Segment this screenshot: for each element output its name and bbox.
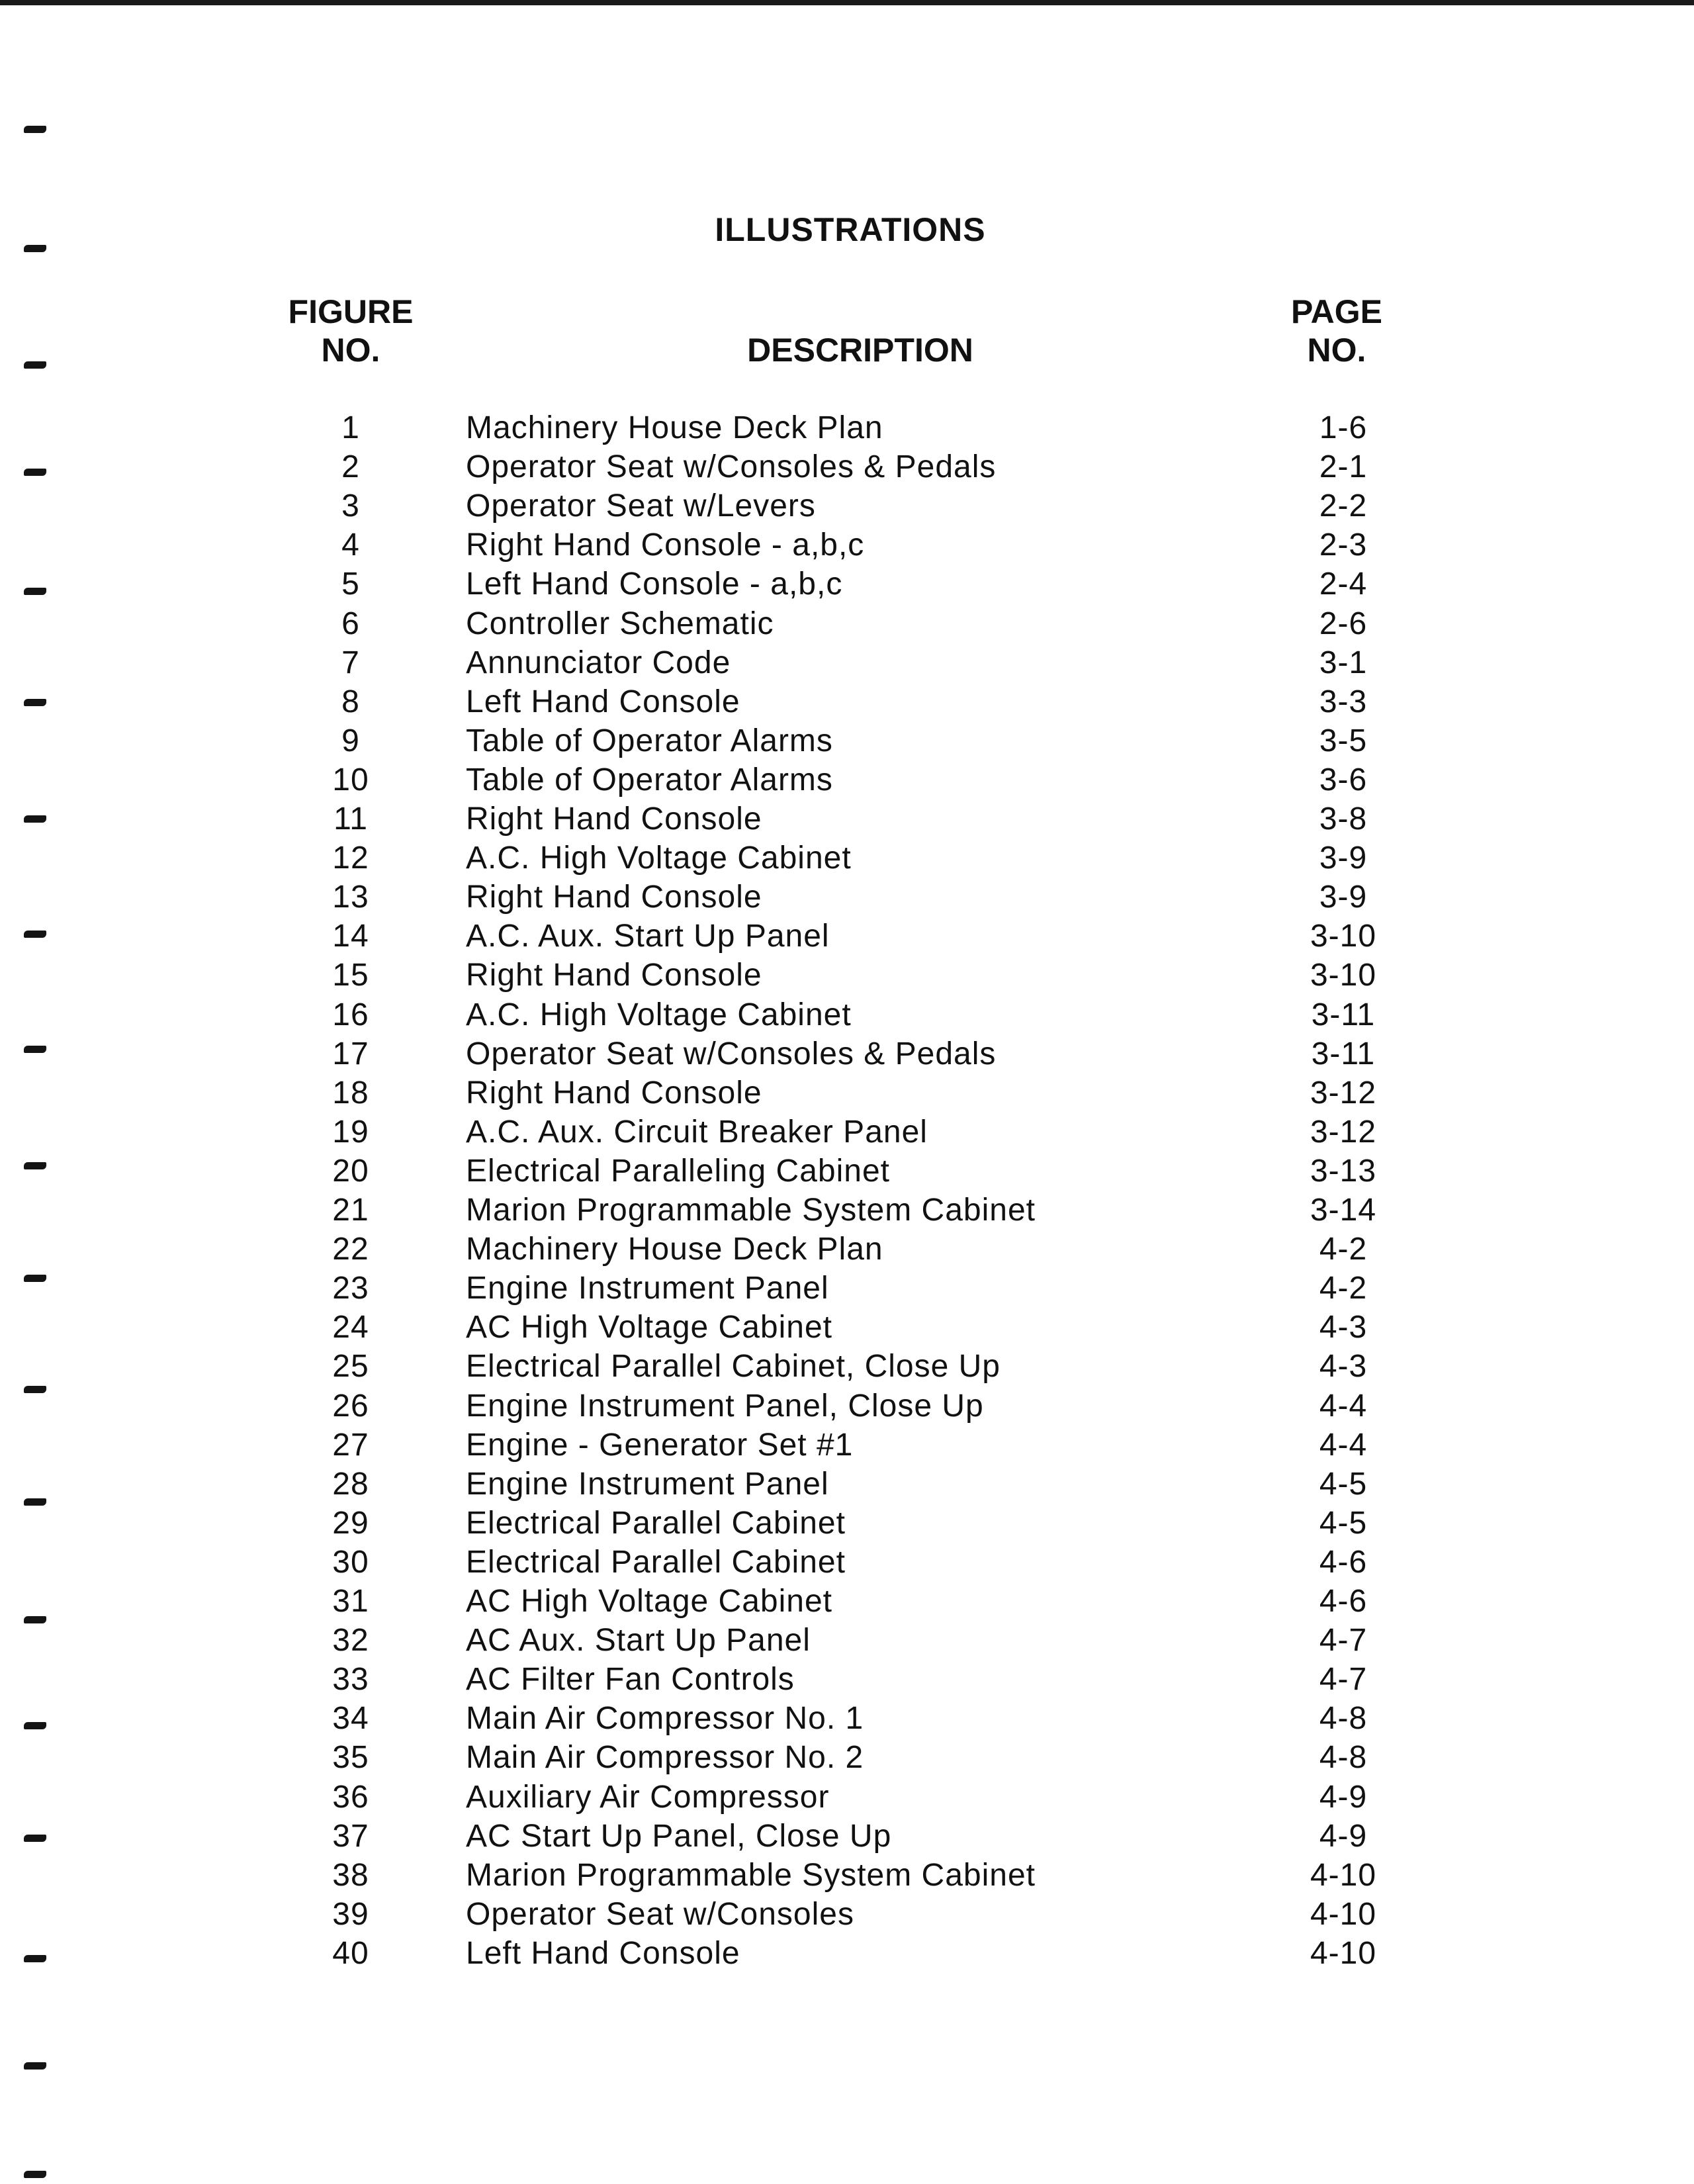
page-number: 4-6 (1319, 1544, 1368, 1580)
figure-header-line1: FIGURE (288, 293, 414, 330)
figure-description: Operator Seat w/Consoles (466, 1896, 854, 1932)
page-number: 4-5 (1319, 1505, 1368, 1541)
page-number: 4-10 (1310, 1896, 1377, 1932)
figure-description: Electrical Paralleling Cabinet (466, 1153, 890, 1189)
figure-number: 34 (332, 1701, 369, 1737)
page-number: 3-10 (1310, 958, 1377, 993)
figure-number: 14 (332, 919, 369, 954)
figure-description: AC Start Up Panel, Close Up (466, 1818, 892, 1854)
figure-description: Machinery House Deck Plan (466, 1232, 883, 1267)
figure-number: 30 (332, 1544, 369, 1580)
figure-description: AC Filter Fan Controls (466, 1662, 795, 1698)
figure-number: 26 (332, 1388, 369, 1424)
figure-description: AC Aux. Start Up Panel (466, 1623, 811, 1659)
page-title: ILLUSTRATIONS (715, 211, 986, 248)
page-number: 3-5 (1319, 723, 1368, 758)
list-item (0, 1113, 1694, 1152)
figure-number: 4 (341, 527, 360, 563)
list-item (0, 800, 1694, 839)
figure-description: Right Hand Console (466, 1075, 762, 1111)
page-number: 3-9 (1319, 880, 1368, 915)
list-item (0, 1465, 1694, 1504)
figure-description: Right Hand Console (466, 880, 762, 915)
figure-description: Machinery House Deck Plan (466, 410, 883, 445)
description-header: DESCRIPTION (747, 332, 973, 369)
list-item (0, 917, 1694, 956)
figure-number: 3 (341, 488, 360, 524)
figure-number: 35 (332, 1740, 369, 1776)
figure-number: 20 (332, 1153, 369, 1189)
figure-number: 31 (332, 1584, 369, 1619)
page-no-header (1270, 293, 1403, 369)
page-number: 2-3 (1319, 527, 1368, 563)
page-number: 4-3 (1319, 1349, 1368, 1385)
page-number: 4-5 (1319, 1466, 1368, 1502)
figure-description: Left Hand Console - a,b,c (466, 567, 843, 602)
page-number: 3-9 (1319, 841, 1368, 876)
figure-description: Engine Instrument Panel (466, 1271, 829, 1306)
page-number: 1-6 (1319, 410, 1368, 445)
list-item (0, 1661, 1694, 1699)
figure-description: Engine Instrument Panel, Close Up (466, 1388, 984, 1424)
figure-description: A.C. High Voltage Cabinet (466, 997, 852, 1032)
binding-mark (24, 361, 46, 369)
list-item (0, 565, 1694, 604)
figure-description: Engine Instrument Panel (466, 1466, 829, 1502)
list-item (0, 1387, 1694, 1426)
figure-number: 8 (341, 684, 360, 719)
list-item (0, 1308, 1694, 1347)
list-item (0, 1426, 1694, 1465)
figure-description: Operator Seat w/Levers (466, 488, 816, 524)
list-item (0, 996, 1694, 1034)
figure-description: Electrical Parallel Cabinet (466, 1505, 846, 1541)
list-item (0, 1856, 1694, 1895)
list-item (0, 1817, 1694, 1856)
list-item (0, 1700, 1694, 1738)
figure-number: 37 (332, 1818, 369, 1854)
figure-number: 23 (332, 1271, 369, 1306)
figure-number: 6 (341, 606, 360, 641)
list-item (0, 644, 1694, 682)
figure-description: Electrical Parallel Cabinet (466, 1544, 846, 1580)
binding-mark (24, 2062, 46, 2070)
figure-number: 18 (332, 1075, 369, 1111)
figure-number: 32 (332, 1623, 369, 1659)
list-item (0, 1191, 1694, 1230)
figure-number: 36 (332, 1779, 369, 1815)
page-number: 2-2 (1319, 488, 1368, 524)
figure-description: Table of Operator Alarms (466, 762, 833, 797)
figure-description: Main Air Compressor No. 1 (466, 1701, 864, 1737)
list-item (0, 1739, 1694, 1777)
page-number: 3-8 (1319, 801, 1368, 837)
figure-description: Operator Seat w/Consoles & Pedals (466, 1036, 997, 1071)
page-header-line1: PAGE (1291, 293, 1382, 330)
figure-number: 16 (332, 997, 369, 1032)
list-item (0, 487, 1694, 525)
list-item (0, 448, 1694, 486)
figure-number: 28 (332, 1466, 369, 1502)
page-number: 3-6 (1319, 762, 1368, 797)
top-edge-rule (0, 0, 1694, 5)
page-number: 3-1 (1319, 645, 1368, 680)
figure-number: 29 (332, 1505, 369, 1541)
page-number: 3-12 (1310, 1075, 1377, 1111)
figure-description: Electrical Parallel Cabinet, Close Up (466, 1349, 1001, 1385)
page-number: 3-3 (1319, 684, 1368, 719)
figure-number: 11 (334, 801, 368, 837)
figure-number: 2 (341, 449, 360, 485)
list-item (0, 1269, 1694, 1308)
page-number: 2-1 (1319, 449, 1368, 485)
page-number: 4-7 (1319, 1662, 1368, 1698)
page-number: 4-10 (1310, 1935, 1377, 1971)
list-item (0, 1504, 1694, 1543)
figure-description: Right Hand Console (466, 958, 762, 993)
figure-number: 10 (332, 762, 369, 797)
page-number: 4-2 (1319, 1232, 1368, 1267)
figure-number: 21 (332, 1193, 369, 1228)
list-item (0, 1934, 1694, 1973)
figure-number: 1 (341, 410, 360, 445)
list-item (0, 1230, 1694, 1269)
figure-description: Right Hand Console (466, 801, 762, 837)
list-item (0, 1895, 1694, 1934)
list-item (0, 605, 1694, 643)
page-number: 4-8 (1319, 1701, 1368, 1737)
page-header-line2: NO. (1307, 332, 1366, 369)
page-number: 4-9 (1319, 1818, 1368, 1854)
figure-number: 25 (332, 1349, 369, 1385)
list-item (0, 683, 1694, 721)
figure-description: Engine - Generator Set #1 (466, 1427, 854, 1463)
figure-number: 19 (332, 1114, 369, 1150)
list-item (0, 1582, 1694, 1621)
page-number: 2-4 (1319, 567, 1368, 602)
figure-description: Auxiliary Air Compressor (466, 1779, 830, 1815)
list-item (0, 956, 1694, 995)
figure-description: A.C. High Voltage Cabinet (466, 841, 852, 876)
figure-header-line2: NO. (321, 332, 380, 369)
list-item (0, 839, 1694, 878)
list-item (0, 1778, 1694, 1817)
list-item (0, 1543, 1694, 1582)
figure-description: A.C. Aux. Circuit Breaker Panel (466, 1114, 928, 1150)
page-number: 4-10 (1310, 1857, 1377, 1893)
figure-description: Main Air Compressor No. 2 (466, 1740, 864, 1776)
figure-number: 38 (332, 1857, 369, 1893)
figure-number: 13 (332, 880, 369, 915)
figure-description: Controller Schematic (466, 606, 774, 641)
page-number: 3-12 (1310, 1114, 1377, 1150)
page-number: 3-11 (1311, 997, 1376, 1032)
figure-number: 12 (332, 841, 369, 876)
page-number: 4-4 (1319, 1388, 1368, 1424)
page-number: 4-7 (1319, 1623, 1368, 1659)
figure-number: 33 (332, 1662, 369, 1698)
binding-mark (24, 126, 46, 133)
figure-number: 22 (332, 1232, 369, 1267)
figure-description: Marion Programmable System Cabinet (466, 1857, 1036, 1893)
figure-description: AC High Voltage Cabinet (466, 1310, 832, 1345)
page-number: 4-4 (1319, 1427, 1368, 1463)
figure-description: Table of Operator Alarms (466, 723, 833, 758)
figure-description: Left Hand Console (466, 684, 740, 719)
list-item (0, 761, 1694, 799)
figure-number: 7 (341, 645, 360, 680)
page-number: 2-6 (1319, 606, 1368, 641)
page-number: 3-13 (1310, 1153, 1377, 1189)
page-number: 3-11 (1311, 1036, 1376, 1071)
page-number: 4-3 (1319, 1310, 1368, 1345)
figure-description: Operator Seat w/Consoles & Pedals (466, 449, 997, 485)
list-item (0, 1035, 1694, 1073)
page-number: 4-2 (1319, 1271, 1368, 1306)
figure-description: Marion Programmable System Cabinet (466, 1193, 1036, 1228)
figure-number: 9 (341, 723, 360, 758)
list-item (0, 1152, 1694, 1191)
figure-no-header (265, 293, 437, 369)
figure-number: 27 (332, 1427, 369, 1463)
page-number: 4-9 (1319, 1779, 1368, 1815)
figure-number: 5 (341, 567, 360, 602)
page-number: 3-14 (1310, 1193, 1377, 1228)
list-item (0, 878, 1694, 917)
list-item (0, 722, 1694, 760)
figure-number: 15 (332, 958, 369, 993)
page-number: 4-8 (1319, 1740, 1368, 1776)
figure-number: 24 (332, 1310, 369, 1345)
list-item (0, 526, 1694, 565)
page-number: 3-10 (1310, 919, 1377, 954)
figure-description: A.C. Aux. Start Up Panel (466, 919, 830, 954)
list-item (0, 1074, 1694, 1113)
list-item (0, 1347, 1694, 1386)
binding-mark (24, 2171, 46, 2178)
figure-number: 39 (332, 1896, 369, 1932)
figure-description: Annunciator Code (466, 645, 731, 680)
page-number: 4-6 (1319, 1584, 1368, 1619)
figure-description: Left Hand Console (466, 1935, 740, 1971)
figure-description: AC High Voltage Cabinet (466, 1584, 832, 1619)
figure-number: 17 (332, 1036, 369, 1071)
list-item (0, 1621, 1694, 1660)
figure-description: Right Hand Console - a,b,c (466, 527, 865, 563)
list-item (0, 409, 1694, 447)
figure-number: 40 (332, 1935, 369, 1971)
